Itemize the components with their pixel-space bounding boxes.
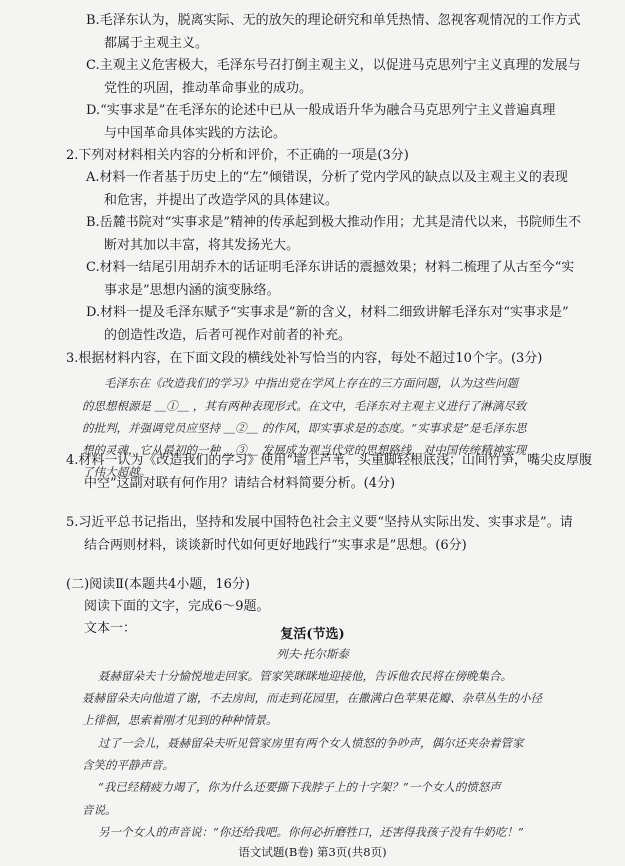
- passage-line: 毛泽东在《改造我们的学习》中指出党在学风上存在的三方面问题，认为这些问题: [104, 376, 518, 390]
- text-line: 2.下列对材料相关内容的分析和评价，不正确的一项是(3分): [66, 148, 409, 163]
- text-line: B.岳麓书院对“实事求是”精神的传承起到极大推动作用；尤其是清代以来，书院师生不: [86, 215, 581, 230]
- text-line: C.材料一结尾引用胡乔木的话证明毛泽东讲话的震撼效果；材料二梳理了从古至今“实: [86, 260, 575, 275]
- text-line: D.材料一提及毛泽东赋予“实事求是”新的含义，材料二细致讲解毛泽东对“实事求是”: [86, 305, 569, 320]
- passage-title: 复活(节选): [280, 627, 345, 642]
- text-line: 都属于主观主义。: [104, 36, 209, 51]
- text-line: 4.材料一认为《改造我们的学习》使用“墙上芦苇，头重脚轻根底浅；山间竹笋，嘴尖皮厚腹: [66, 453, 593, 468]
- text-line: B.毛泽东认为，脱离实际、无的放矢的理论研究和单凭热情、忽视客观情况的工作方式: [86, 13, 581, 28]
- passage-line: 上徘徊，思索着刚才见到的种种情景。: [82, 713, 278, 727]
- text-line: 中空”这副对联有何作用？请结合材料简要分析。(4分): [84, 476, 396, 491]
- passage-author: 列夫·托尔斯泰: [276, 647, 349, 661]
- text-line: 3.根据材料内容，在下面文段的横线处补写恰当的内容，每处不超过10个字。(3分): [66, 351, 543, 366]
- text-line: 文本一：: [84, 621, 137, 636]
- text-line: C.主观主义危害极大，毛泽东号召打倒主观主义，以促进马克思列宁主义真理的发展与: [86, 58, 581, 73]
- passage-line: 聂赫留朵夫向他道了谢，不去房间，而走到花园里，在撒满白色苹果花瓣、杂草丛生的小径: [82, 691, 542, 705]
- text-line: 与中国革命具体实践的方法论。: [104, 126, 287, 141]
- text-line: A.材料一作者基于历史上的“左”倾错误，分析了党内学风的缺点以及主观主义的表现: [86, 170, 568, 185]
- text-line: 的创造性改造，后者可视作对前者的补充。: [104, 328, 352, 343]
- passage-line: 另一个女人的声音说：“你还给我吧。你何必折磨牲口，还害得我孩子没有牛奶吃！”: [98, 825, 524, 839]
- text-line: (二)阅读Ⅱ(本题共4小题，16分): [66, 577, 250, 592]
- passage-line: 的批判，并强调党员应坚持 ＿②＿ 的作风，即实事求是的态度。“实事求是”是毛泽东思: [82, 421, 527, 435]
- passage-line: 了伟大超越。: [82, 465, 151, 479]
- passage-line: 过了一会儿，聂赫留朵夫听见管家房里有两个女人愤怒的争吵声，偶尔还夹杂着管家: [98, 736, 524, 750]
- page-footer: 语文试题(B卷) 第3页(共8页): [238, 845, 387, 859]
- passage-line: “我已经精疲力竭了，你为什么还要撕下我脖子上的十字架？”一个女人的愤怒声: [98, 780, 501, 794]
- text-line: 事求是”思想内涵的演变脉络。: [104, 283, 280, 298]
- text-line: D.“实事求是”在毛泽东的论述中已从一般成语升华为融合马克思列宁主义普遍真理: [86, 103, 556, 118]
- text-line: 5.习近平总书记指出，坚持和发展中国特色社会主义要“坚持从实际出发、实事求是”。请: [66, 515, 573, 530]
- text-line: 结合两则材料，谈谈新时代如何更好地践行“实事求是”思想。(6分): [84, 538, 467, 553]
- passage-line: 聂赫留朵夫十分愉悦地走回家。管家笑眯眯地迎接他，告诉他农民将在傍晚集合。: [98, 669, 512, 683]
- passage-line: 含笑的平静声音。: [82, 758, 174, 772]
- passage-line: 想的灵魂，它从最初的一种 ＿③＿ 发展成为观当代党的思想路线，对中国传统精神实现: [82, 443, 527, 457]
- text-line: 和危害，并提出了改造学风的具体建议。: [104, 193, 339, 208]
- passage-line: 音说。: [82, 803, 117, 817]
- text-line: 阅读下面的文字，完成6～9题。: [84, 599, 270, 614]
- text-line: 党性的巩固，推动革命事业的成功。: [104, 81, 313, 96]
- text-line: 断对其加以丰富，将其发扬光大。: [104, 238, 300, 253]
- passage-line: 的思想根源是 ＿①＿ ，其有两种表现形式。在文中，毛泽东对主观主义进行了淋漓尽致: [82, 399, 527, 413]
